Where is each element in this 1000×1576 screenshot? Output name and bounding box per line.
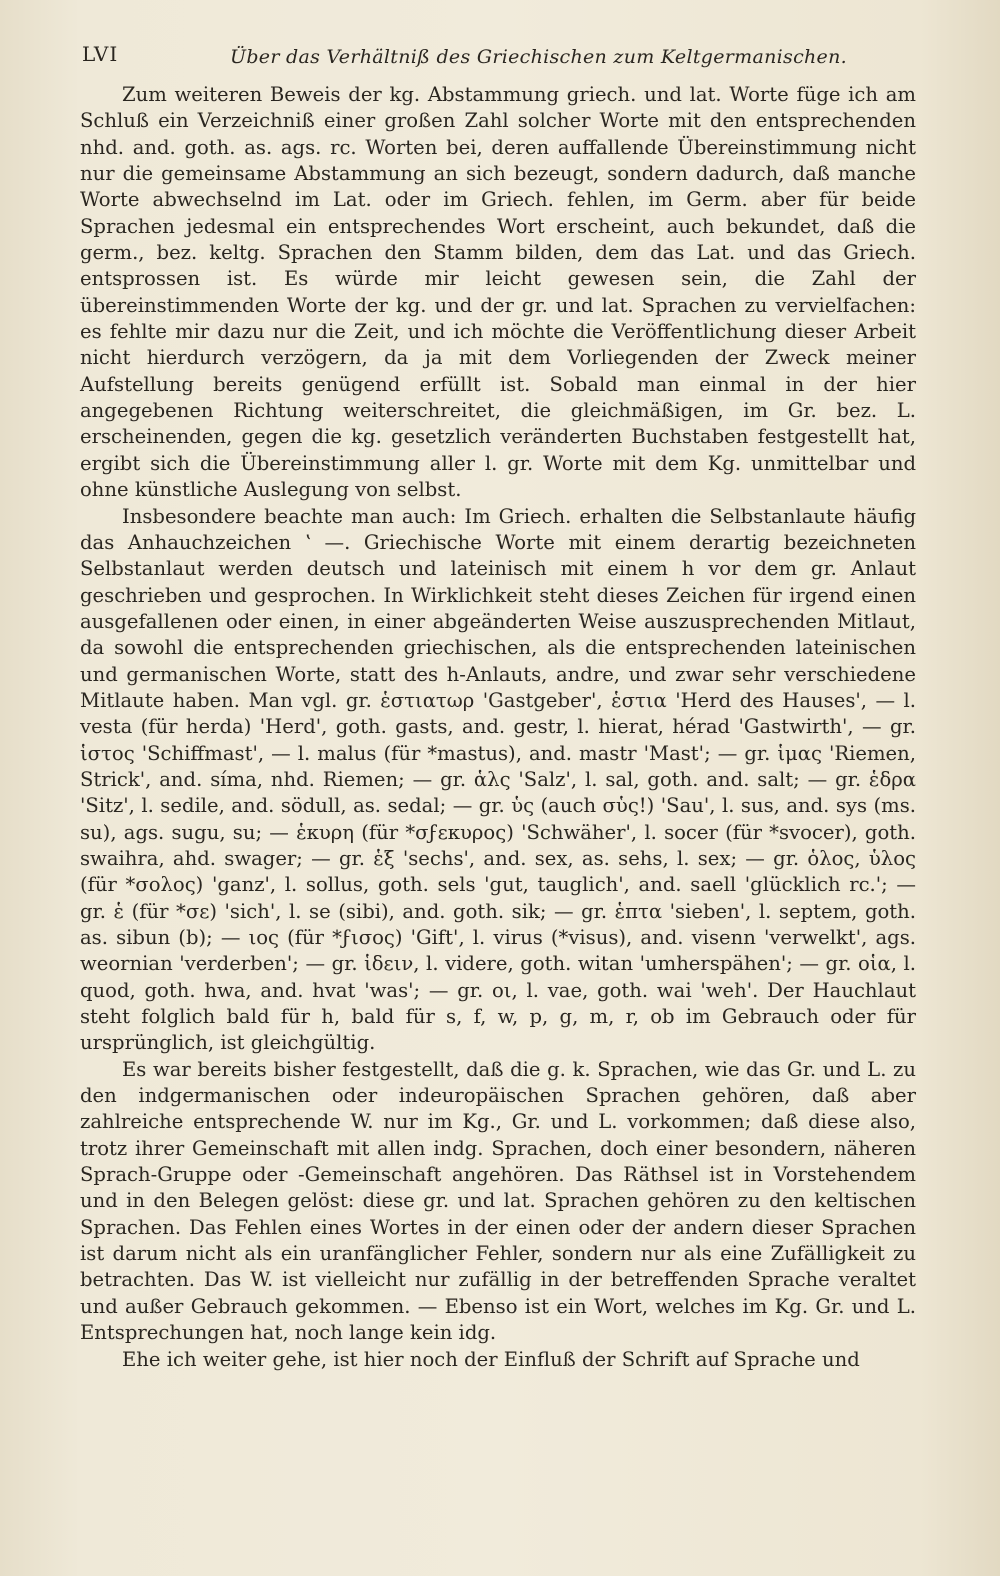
paragraph-aspiration-mark: Insbesondere beachte man auch: Im Griech. erhalten die Selbstanlaute häufig das Anhauchzeichen ʽ —. Griechische Worte mit einem derartig bezeichneten Selbstanlaut werden deutsch und lateinisch mit einem h vor dem gr. Anlaut geschrieben und gesprochen. In Wirklichkeit steht dieses Zeichen für irgend einen ausgefallenen oder einen, in einer abgeänderten Weise auszusprechenden Mitlaut, da sowohl die entsprechenden griechischen, als die entsprechenden lateinischen und germanischen Worte, statt des h-Anlauts, andre, und zwar sehr verschiedene Mitlaute haben. Man vgl. gr. ἑστιατωρ 'Gastgeber', ἑστια 'Herd des Hauses', — l. vesta (für herda) 'Herd', goth. gasts, and. gestr, l. hierat, hérad 'Gastwirth', — gr. ἱστος 'Schiffmast', — l. malus (für *mastus), and. mastr 'Mast'; — gr. ἱμας 'Riemen, Strick', and. síma, nhd. Riemen; — gr. ἁλς 'Salz', l. sal, goth. and. salt; — gr. ἑδρα 'Sitz', l. sedile, and. södull, as. sedal; — gr. ὑς (auch σὑς!) 'Sau', l. sus, and. sys (ms. su), ags. sugu, su; — ἑκυρη (für *σϝεκυρος) 'Schwäher', l. socer (für *svocer), goth. swaihra, ahd. swager; — gr. ἑξ 'sechs', and. sex, as. sehs, l. sex; — gr. ὁλος, ὑλος (für *σολος) 'ganz', l. sollus, goth. sels 'gut, tauglich', and. saell 'glücklich rc.'; — gr. ἑ (für *σε) 'sich', l. se (sibi), and. goth. sik; — gr. ἑπτα 'sieben', l. septem, goth. as. sibun (b); — ιος (für *ϝισος) 'Gift', l. virus (*visus), and. visenn 'verwelkt', ags. weornian 'verderben'; — gr. ἱδειν, l. videre, goth. witan 'umherspähen'; — gr. οἱα, l. quod, goth. hwa, and. hvat 'was'; — gr. οι, l. vae, goth. wai 'weh'. Der Hauchlaut steht folglich bald für h, bald für s, f, w, p, g, m, r, ob im Gebrauch oder für ursprünglich, ist gleichgültig.: [80, 504, 916, 1055]
paragraph-language-group: Es war bereits bisher festgestellt, daß die g. k. Sprachen, wie das Gr. und L. zu den indgermanischen oder indeuropäischen Sprachen gehören, daß aber zahlreiche entsprechende W. nur im Kg., Gr. und L. vorkommen; daß diese also, trotz ihrer Gemeinschaft mit allen indg. Sprachen, doch einer besondern, näheren Sprach-Gruppe oder -Gemeinschaft angehören. Das Räthsel ist in Vorstehendem und in den Belegen gelöst: diese gr. und lat. Sprachen gehören zu den keltischen Sprachen. Das Fehlen eines Wortes in der einen oder der andern dieser Sprachen ist darum nicht als ein uranfänglicher Fehler, sondern nur als eine Zufälligkeit zu betrachten. Das W. ist vielleicht nur zufällig in der betreffenden Sprache veraltet und außer Gebrauch gekommen. — Ebenso ist ein Wort, welches im Kg. Gr. und L. Entsprechungen hat, noch lange kein idg.: [80, 1057, 916, 1345]
page-number: LVI: [82, 42, 119, 66]
paragraph-influence-of-script: Ehe ich weiter gehe, ist hier noch der Einfluß der Schrift auf Sprache und: [122, 1347, 860, 1371]
running-title: Über das Verhältniß des Griechischen zum Keltgermanischen.: [230, 46, 847, 68]
running-header: [82, 36, 904, 76]
paragraph-proof-of-descent: Zum weiteren Beweis der kg. Abstammung griech. und lat. Worte füge ich am Schluß ein Verzeichniß einer großen Zahl solcher Worte mit den entsprechenden nhd. and. goth. as. ags. rc. Worten bei, deren auffallende Übereinstimmung nicht nur die gemeinsame Abstammung an sich bezeugt, sondern dadurch, daß manche Worte abwechselnd im Lat. oder im Griech. fehlen, im Germ. aber für beide Sprachen jedesmal ein entsprechendes Wort erscheint, auch bekundet, daß die germ., bez. keltg. Sprachen den Stamm bilden, dem das Lat. und das Griech. entsprossen ist. Es würde mir leicht gewesen sein, die Zahl der übereinstimmenden Worte der kg. und der gr. und lat. Sprachen zu vervielfachen: es fehlte mir dazu nur die Zeit, und ich möchte die Veröffentlichung dieser Arbeit nicht hierdurch verzögern, da ja mit dem Vorliegenden der Zweck meiner Aufstellung bereits genügend erfüllt ist. Sobald man einmal in der hier angegebenen Richtung weiterschreitet, die gleichmäßigen, im Gr. bez. L. erscheinenden, gegen die kg. gesetzlich veränderten Buchstaben festgestellt hat, ergibt sich die Übereinstimmung aller l. gr. Worte mit dem Kg. unmittelbar und ohne künstliche Auslegung von selbst.: [80, 83, 916, 502]
page-body: [80, 82, 916, 1373]
